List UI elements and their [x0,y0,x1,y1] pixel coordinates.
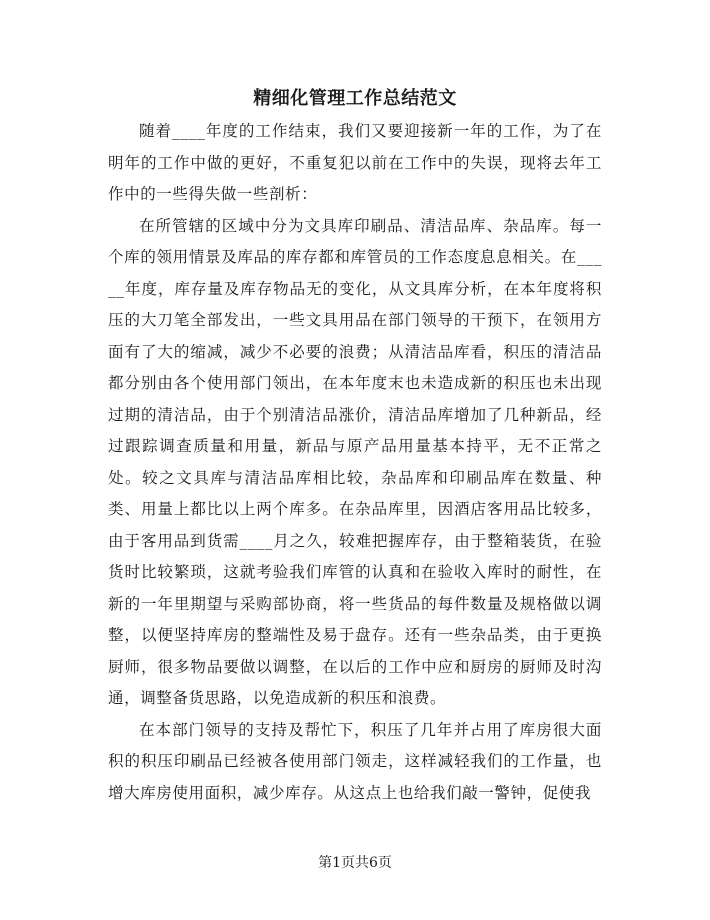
page-number: 第1页共6页 [318,855,392,871]
paragraph-department-support: 在本部门领导的支持及帮忙下，积压了几年并占用了库房很大面积的积压印刷品已经被各使用部门领走，这样减轻我们的工作量，也增大库房使用面积，减少库存。从这点上也给我们敲一警钟，促使我 [108,720,602,802]
document-body [108,116,602,809]
paragraph-intro: 随着____年度的工作结束，我们又要迎接新一年的工作，为了在明年的工作中做的更好，不重复犯以前在工作中的失误，现将去年工作中的一些得失做一些剖析： [108,122,602,203]
document-title: 精细化管理工作总结范文 [253,88,457,109]
paragraph-inventory-analysis: 在所管辖的区域中分为文具库印刷品、清洁品库、杂品库。每一个库的领用情景及库品的库存都和库管员的工作态度息息相关。在_____年度，库存量及库存物品无的变化，从文具库分析，在本年度将积压的大刀笔全部发出，一些文具用品在部门领导的干预下，在领用方面有了大的缩减，减少不必要的浪费；从清洁品库看，积压的清洁品都分别由各个使用部门领出，在本年度末也未造成新的积压也未出现过期的清洁品，由于个别清洁品涨价，清洁品库增加了几种新品，经过跟踪调查质量和用量，新品与原产品用量基本持平，无不正常之处。较之文具库与清洁品库相比较，杂品库和印刷品库在数量、种类、用量上都比以上两个库多。在杂品库里，因酒店客用品比较多，由于客用品到货需____月之久，较难把握库存，由于整箱装货，在验货时比较繁琐，这就考验我们库管的认真和在验收入库时的耐性，在新的一年里期望与采购部协商，将一些货品的每件数量及规格做以调整，以便坚持库房的整端性及易于盘存。还有一些杂品类，由于更换厨师，很多物品要做以调整，在以后的工作中应和厨房的厨师及时沟通，调整备货思路，以免造成新的积压和浪费。 [108,216,602,707]
